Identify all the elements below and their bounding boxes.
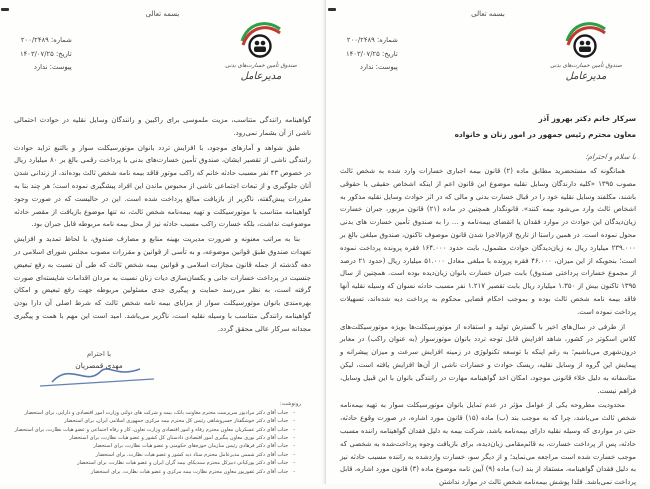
addressee-title: معاون محترم رئیس جمهور در امور زنان و خانواده [454, 130, 636, 139]
letter-attachment: پیوست: ندارد [359, 63, 398, 71]
letter-number: شماره: ۲۰۰/۲۴۸۹ [20, 36, 72, 44]
cc-item: - جناب آقای دکتر فرهادی رئیس سازمان حوزه‌های حکومتی و عضو هیات نظارت، برای استحضار [14, 442, 295, 450]
salutation-handwritten: با سلام و احترام؛ [585, 152, 637, 161]
addressee-name: سرکار خانم دکتر بهروز آذر [538, 114, 636, 123]
sender-role: مدیرعامل [240, 71, 282, 82]
letter-meta [346, 34, 398, 75]
cc-section [14, 401, 311, 476]
cc-item: - جناب آقای دکتر عسکریان معاون محترم رفاه و امور اقتصادی وزارت تعاون، کار و رفاه اجتماعی و عضو هیات نظارت، برای استحضار [14, 426, 295, 434]
closing-respect: با احترام [86, 349, 112, 358]
body-paragraph: محدودیت مطروحه یکی از عوامل مؤثر در عدم تمایل بانوان موتورسیکلت سوار به تهیه بیمه‌نامه شخص ثالث می‌باشد، چرا که به موجب بند (ب) ماده (۱۵) قانون مورد اشاره، در صورت وقوع حادثه، حتی در مواردی که وسیله نقلیه دارای بیمه‌نامه باشد، شرکت بیمه به دلیل فقدان گواهینامه راننده مسبب حادثه، پس از پرداخت خسارت، به قائم‌مقامی زیان‌دیده، برای بازیافت وجوه پرداخت‌شده به شخصی که موجب خسارت شده است مراجعه می‌نماید؛ و از دیگر سو، خسارت واردشده به راننده مسبب حادثه نیز به دلیل فقدان گواهینامه، مستفاد از بند (ب) ماده (۹) آیین نامه موضوع ماده (۳) قانون مورد اشاره، قابل پرداخت نمی‌باشد. فلذا پوشش بیمه‌نامه شخص ثالث در موارد نداشتن [340, 401, 636, 487]
cc-item: - جناب آقای دکتر پورکیانی دبیرکل محترم سندیکای بیمه گران ایران و عضو هیات نظارت، برای استحضار [14, 459, 295, 467]
fund-brand [215, 18, 307, 82]
fund-logo-icon [239, 18, 283, 62]
body-paragraph: از طرفی در سال‌های اخیر با گسترش تولید و استفاده از موتورسیکلت‌ها بویژه موتورسیکلت‌های کلاس اسکوتر در کشور، شاهد افزایش قابل توجه تردد بانوان موتورسوار (به عنوان راکب) در معابر درون‌شهری می‌باشیم؛ به رغم اینکه با توسعه تکنولوژی در زمینه افزایش سرعت و میزان پیشرانه و پیمایش این گروه از وسایل نقلیه، ریسک حوادث و خسارات ناشی از آن‌ها افزایش یافته است، لیکن متاسفانه به دلیل خلاء قانونی موجود، امکان اخذ گواهینامه مهارت در رانندگی بانوان با این قبیل وسایل، فراهم نیست. [340, 322, 636, 395]
letter-body [340, 165, 636, 489]
signature-block [40, 350, 158, 370]
letter-date: تاریخ: ۱۴۰۳/۰۷/۲۵ [346, 49, 398, 58]
body-paragraph: طبق شواهد و آمارهای موجود، با افزایش تردد بانوان موتورسیکلت سوار و بالتبع تزاید حوادث رانندگی ناشی از تقصیر ایشان، صندوق تأمین خسارت‌های بدنی با پرداخت رقمی بالغ بر ۸۰ میلیارد ریال در خصوص ۴۳ نفر مسبب حادثه خانم که راکب موتور فاقد بیمه نامه شخص ثالث بوده‌اند، از زندانی شدن آنان جلوگیری و از تبعات اجتماعی ناشی از محبوس ماندن این افراد پیشگیری نموده است؛ هر چند بنا به مقررات پیش‌گفته، ناگزیر از بازیافت مبالغ پرداخت شده است. این در حالیست که در صورت وجود گواهینامه متناسب با موتورسیکلت و تهیه بیمه‌نامه شخص ثالث، نه تنها موضوع بازیافت از مقصر حادثه موضوعیت نداشت، بلکه خسارت راکب مسبب حادثه نیز از محل بیمه نامه مربوطه قابل جبران بود. [14, 143, 312, 229]
letter-attachment: پیوست: ندارد [33, 63, 72, 71]
cc-item: - جناب آقای دکتر شمس مدیرعامل محترم ستاد دیه کشور و عضو هیات نظارت، برای استحضار [14, 451, 295, 459]
letter-page-2 [0, 0, 325, 484]
cc-item: - جناب آقای دکتر نوری معاون پیگیری امور اقتصادی دادستان کل کشور و عضو هیات نظارت، برای استحضار [14, 434, 295, 442]
bismillah-text: بسمه تعالی [145, 10, 180, 18]
scan-artifact [328, 8, 336, 11]
body-paragraph: گواهینامه رانندگی متناسب، مزیت ملموسی برای راکبین و رانندگان وسایل نقلیه در حوادث احتمالی ناشی از آن بشمار نمی‌رود. [14, 116, 311, 137]
scan-artifact [1, 8, 9, 11]
letterhead [14, 18, 311, 110]
letter-date: تاریخ: ۱۴۰۳/۰۷/۲۵ [20, 49, 72, 58]
cc-item: - جناب آقای دکتر غفورپور معاون محترم نظارت بیمه مرکزی و عضو هیات نظارت، برای استحضار [14, 468, 295, 476]
letter-meta [20, 34, 72, 75]
letterhead [340, 18, 636, 110]
letter-body [14, 114, 311, 336]
cc-item: - جناب آقای دکتر مرادپور سرپرست محترم معاونت بانک، بیمه و شرکت های دولتی وزارت امور اقتصادی و دارایی، برای استحضار [14, 409, 295, 417]
bismillah-text: بسمه تعالی [471, 10, 505, 18]
letter-number: شماره: ۲۰۰/۲۴۸۹ [346, 36, 398, 44]
signatory-name: مهدی قمصریان [75, 360, 123, 370]
cc-list [14, 409, 311, 476]
cc-label: رونوشت: [279, 400, 301, 407]
body-paragraph: همانگونه که مستحضرید مطابق ماده (۲) قانون بیمه اجباری خسارات وارد شده به شخص ثالث مصوب ۱۳۹۵ «کلیه دارندگان وسایل نقلیه موضوع این قانون اعم از اینکه اشخاص حقیقی یا حقوقی باشند، مکلفند وسایل نقلیه خود را در قبال خسارت بدنی و مالی که در اثر حوادث وسایل نقلیه مذکور به اشخاص ثالث وارد می‌شود بیمه کنند». قانونگذار همچنین در ماده (۲۱) قانون مزبور، جبران خسارت زیان‌دیدگان این حوادث در موارد فقدان یا انقضای بیمه‌نامه و … را به صندوق تأمین خسارت های بدنی محول نموده است. در همین راستا از تاریخ لازم‌الاجرا شدن قانون موصوف تاکنون، صندوق مبلغی بالغ بر ۲۳۹.۰۰۰ میلیارد ریال به زیان‌دیدگان حوادث مشمول، بابت حدود ۱۶۴.۰۰۰ فقره پرونده پرداخت نموده است؛ بنحویکه از این میزان، ۴۶.۰۰۰ فقره پرونده با مبلغی معادل ۵۱.۰۰۰ میلیارد ریال (حدود ۲۱ درصد از مجموع خسارات پرداختی صندوق) بابت جبران خسارت بانوان زیان‌دیده بوده است. همچنین از سال ۱۳۹۵ تاکنون بیش از ۱.۳۵۰ میلیارد ریال بابت تقصیر ۱.۲۱۷ نفر مسبب حادثه نسوان که وسیله نقلیه آنها فاقد بیمه نامه شخص ثالث بوده و بموجب احکام قضایی محکوم به پرداخت دیه شده‌اند، تسهیلات پرداخت نموده است. [340, 167, 637, 316]
fund-logo-icon [564, 18, 608, 62]
fund-name: صندوق تأمین خسارت‌های بدنی [550, 63, 622, 69]
body-paragraph: بنا به مراتب معنونه و ضرورت مدیریت بهینه منابع و مصارف صندوق، با لحاظ تمدید و افزایش تعهدات صندوق طبق قوانین موضوعه، و به تأسی از قوانین و مقررات مصوب مجلس شورای اسلامی در دهه گذشته از جمله قانون مجازات اسلامی و قوانین بیمه شخص ثالث که طی آن نسبت به رفع تبعیض جنسیت در پرداخت خسارات جانی و یکسان‌سازی دیات زنان نسبت به مردان اقدامات شایسته‌ای صورت گرفته است، به نظر می‌رسد حمایت و پیگیری جدی مسئولین مربوطه جهت رفع تبعیض و امکان بهره‌مندی بانوان موتورسیکلت سوار از مزایای بیمه نامه شخص ثالث که شرط اصلی آن دارا بودن گواهینامه رانندگی متناسب با وسیله نقلیه است، ناگزیر می‌باشد. امید است این مهم با همت و پیگیری مجدانه سرکار عالی محقق گردد. [14, 235, 311, 333]
letter-page-1 [325, 0, 650, 487]
fund-brand [540, 18, 632, 82]
cc-item: - جناب آقای دکتر خوشگفتار خسروشاهی رئیس کل محترم بیمه مرکزی جمهوری اسلامی ایران، برای استحضار [14, 417, 295, 425]
sender-role: مدیرعامل [565, 71, 607, 82]
fund-name: صندوق تأمین خسارت‌های بدنی [225, 63, 297, 69]
